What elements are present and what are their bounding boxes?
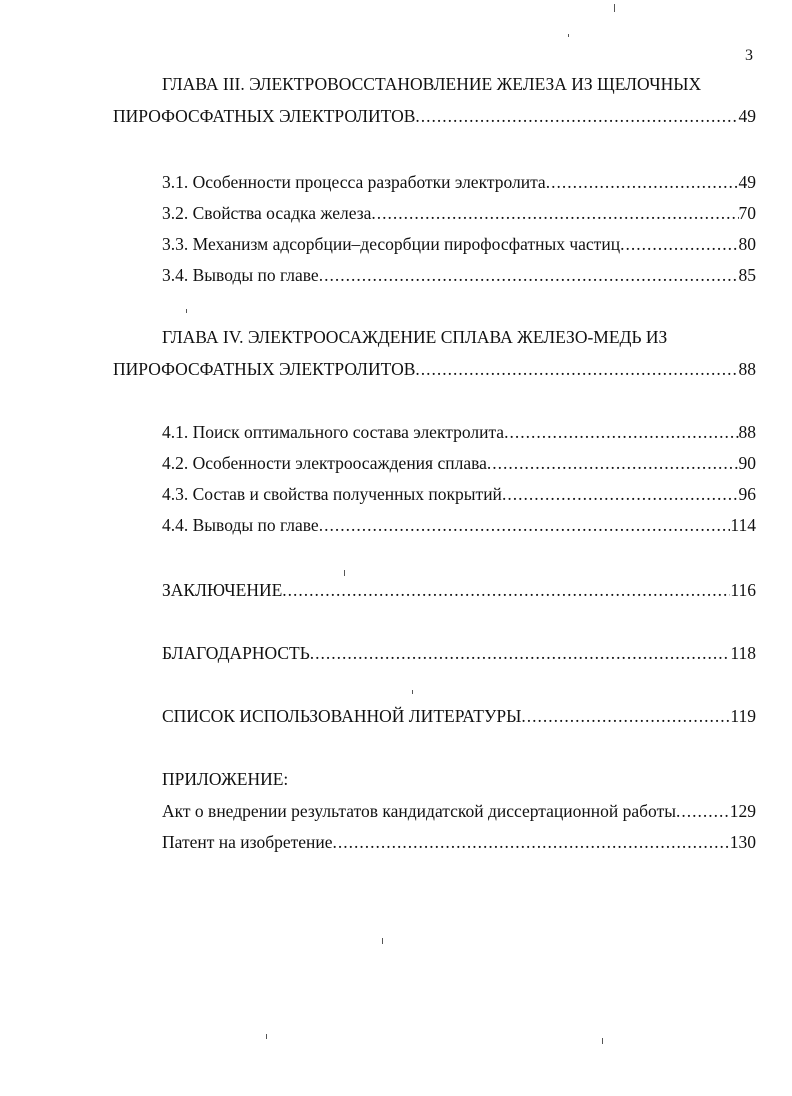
toc-entry-text: 4.4. Выводы по главе [162, 515, 319, 535]
leader-dots [521, 706, 730, 727]
chapter3-title-line1: ГЛАВА III. ЭЛЕКТРОВОССТАНОВЛЕНИЕ ЖЕЛЕЗА ИЗ ЩЕЛОЧНЫХ [162, 74, 702, 94]
toc-entry-page: 119 [730, 706, 756, 726]
toc-entry-page: 116 [730, 580, 756, 600]
toc-entry-4-1 [162, 422, 756, 446]
appendix-heading: ПРИЛОЖЕНИЕ: [162, 769, 289, 789]
toc-entry-page: 129 [729, 801, 756, 821]
toc-entry-text: ПИРОФОСФАТНЫХ ЭЛЕКТРОЛИТОВ [113, 106, 416, 126]
page-number: 3 [745, 47, 753, 64]
toc-entry-page: 80 [738, 234, 756, 254]
toc-entry-page: 96 [738, 484, 756, 504]
scan-speck [382, 938, 383, 944]
scan-speck [266, 1034, 267, 1039]
toc-entry-page: 70 [738, 203, 756, 223]
leader-dots [310, 643, 731, 664]
leader-dots [371, 203, 738, 224]
toc-entry-4-3 [162, 484, 756, 508]
toc-entry-4-2 [162, 453, 756, 477]
leader-dots [504, 422, 738, 443]
toc-entry-page: 118 [730, 643, 756, 663]
toc-entry-references [162, 706, 756, 730]
toc-entry-text: 4.1. Поиск оптимального состава электролита [162, 422, 505, 442]
toc-entry-page: 90 [738, 453, 756, 473]
leader-dots [502, 484, 739, 505]
toc-entry-page: 88 [738, 422, 756, 442]
scan-speck [602, 1038, 603, 1044]
toc-entry-3-3 [162, 234, 756, 258]
toc-entry-chapter3 [113, 106, 756, 130]
toc-entry-text: 3.3. Механизм адсорбции–десорбции пирофосфатных частиц [162, 234, 621, 254]
toc-entry-page: 114 [730, 515, 756, 535]
leader-dots [676, 801, 730, 822]
scan-speck [412, 690, 413, 694]
leader-dots [415, 359, 738, 380]
leader-dots [415, 106, 738, 127]
toc-entry-page: 49 [738, 172, 756, 192]
leader-dots [319, 515, 731, 536]
toc-entry-text: 4.3. Состав и свойства полученных покрытий [162, 484, 502, 504]
toc-entry-4-4 [162, 515, 756, 539]
leader-dots [282, 580, 730, 601]
scan-speck [186, 309, 187, 313]
toc-entry-3-4 [162, 265, 756, 289]
toc-entry-text: 3.2. Свойства осадка железа [162, 203, 372, 223]
toc-entry-text: БЛАГОДАРНОСТЬ [162, 643, 310, 663]
chapter4-title-line1: ГЛАВА IV. ЭЛЕКТРООСАЖДЕНИЕ СПЛАВА ЖЕЛЕЗО-МЕДЬ ИЗ [162, 327, 668, 347]
toc-entry-text: Патент на изобретение [162, 832, 333, 852]
scan-speck [344, 570, 345, 576]
scan-speck [568, 34, 569, 37]
toc-entry-text: 4.2. Особенности электроосаждения сплава [162, 453, 487, 473]
scan-speck [614, 4, 615, 12]
toc-entry-appendix-2 [162, 832, 756, 856]
toc-entry-conclusion [162, 580, 756, 604]
leader-dots [546, 172, 739, 193]
toc-entry-text: 3.1. Особенности процесса разработки электролита [162, 172, 546, 192]
leader-dots [487, 453, 739, 474]
toc-entry-page: 49 [738, 106, 756, 126]
toc-entry-appendix-1 [162, 801, 756, 825]
leader-dots [620, 234, 738, 255]
toc-entry-text: СПИСОК ИСПОЛЬЗОВАННОЙ ЛИТЕРАТУРЫ [162, 706, 522, 726]
toc-entry-3-1 [162, 172, 756, 196]
toc-entry-text: 3.4. Выводы по главе [162, 265, 319, 285]
toc-entry-text: ЗАКЛЮЧЕНИЕ [162, 580, 283, 600]
leader-dots [333, 832, 730, 853]
toc-entry-text: ПИРОФОСФАТНЫХ ЭЛЕКТРОЛИТОВ [113, 359, 416, 379]
toc-entry-text: Акт о внедрении результатов кандидатской диссертационной работы [162, 801, 676, 821]
leader-dots [319, 265, 739, 286]
toc-entry-3-2 [162, 203, 756, 227]
toc-entry-page: 88 [738, 359, 756, 379]
toc-entry-page: 85 [738, 265, 756, 285]
toc-entry-acknowledgements [162, 643, 756, 667]
toc-entry-page: 130 [729, 832, 756, 852]
toc-entry-chapter4 [113, 359, 756, 383]
